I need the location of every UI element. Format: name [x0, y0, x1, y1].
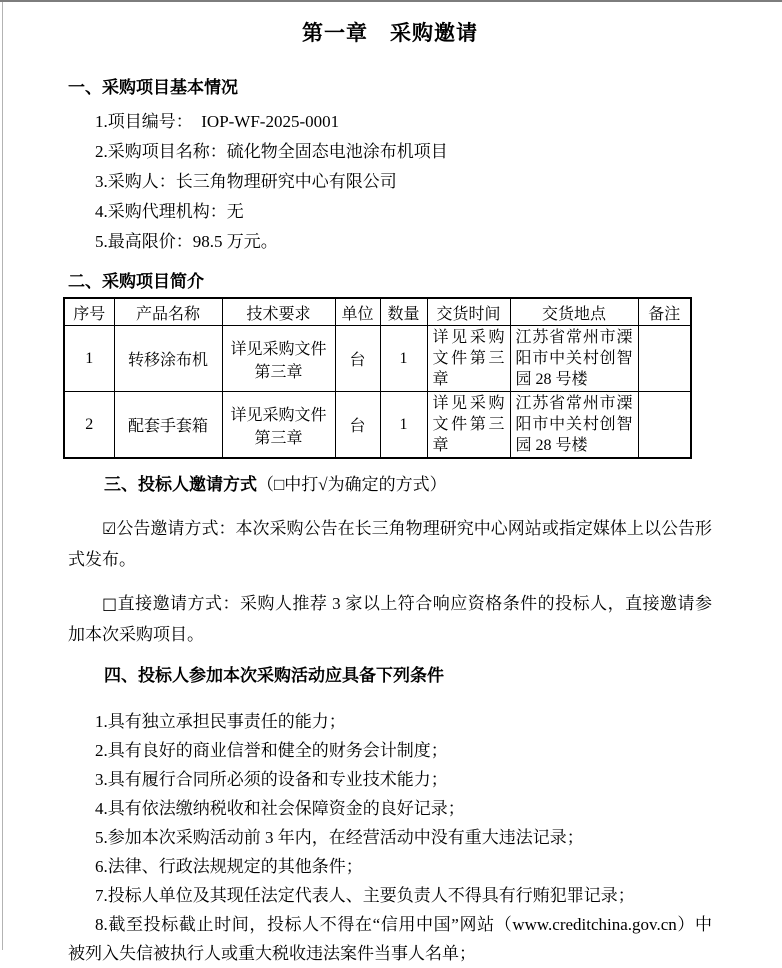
table-cell-seq: 2: [64, 392, 114, 459]
table-cell-delivery-place: 江苏省常州市溧阳市中关村创智园 28 号楼: [510, 392, 638, 459]
table-header-tech-requirements: 技术要求: [222, 298, 335, 326]
condition-item-8: 8.截至投标截止时间，投标人不得在“信用中国”网站（www.creditchina.gov.cn）中被列入失信被执行人或重大税收违法案件当事人名单；: [68, 915, 712, 963]
table-cell-tech-requirements: 详见采购文件第三章: [222, 326, 335, 392]
table-cell-remarks: [638, 392, 691, 459]
section-1-heading: 一、采购项目基本情况: [68, 78, 238, 97]
products-table: [63, 297, 692, 459]
section-1-body: [68, 107, 712, 257]
direct-invitation-option: [68, 588, 712, 650]
table-header-quantity: 数量: [380, 298, 427, 326]
table-header-product-name: 产品名称: [114, 298, 222, 326]
table-header-unit: 单位: [335, 298, 380, 326]
unchecked-checkbox-icon: □: [102, 594, 118, 613]
condition-item-7: 7.投标人单位及其现任法定代表人、主要负责人不得具有行贿犯罪记录；: [95, 886, 635, 905]
table-cell-delivery-place: 江苏省常州市溧阳市中关村创智园 28 号楼: [510, 326, 638, 392]
section-3-heading-text: 三、投标人邀请方式: [104, 475, 257, 494]
page-left-edge: [2, 2, 3, 950]
announcement-invitation-text: 公告邀请方式：本次采购公告在长三角物理研究中心网站或指定媒体上以公告形式发布。: [68, 519, 712, 569]
procurement-agency-line: 4.采购代理机构：无: [95, 202, 244, 221]
section-2-heading: 二、采购项目简介: [68, 272, 204, 291]
table-cell-tech-requirements: 详见采购文件第三章: [222, 392, 335, 459]
condition-item-2: 2.具有良好的商业信誉和健全的财务会计制度；: [95, 741, 448, 760]
table-cell-delivery-time: 详见采购文件第三章: [427, 326, 510, 392]
page-top-edge: [0, 0, 782, 2]
condition-item-5: 5.参加本次采购活动前 3 年内，在经营活动中没有重大违法记录；: [95, 828, 584, 847]
section-3-heading: [68, 472, 712, 498]
section-4-body: [68, 707, 712, 968]
table-cell-product-name: 转移涂布机: [114, 326, 222, 392]
table-cell-product-name: 配套手套箱: [114, 392, 222, 459]
table-cell-seq: 1: [64, 326, 114, 392]
max-price-line: 5.最高限价：98.5 万元。: [95, 232, 278, 251]
table-header-remarks: 备注: [638, 298, 691, 326]
project-name-line: 2.采购项目名称：硫化物全固态电池涂布机项目: [95, 142, 448, 161]
page-title: 第一章 采购邀请: [302, 21, 478, 45]
purchaser-line: 3.采购人：长三角物理研究中心有限公司: [95, 172, 397, 191]
table-cell-remarks: [638, 326, 691, 392]
checked-checkbox-icon: ☑: [102, 519, 117, 538]
section-4-heading: 四、投标人参加本次采购活动应具备下列条件: [104, 666, 444, 685]
table-row: [64, 392, 691, 459]
table-header-delivery-time: 交货时间: [427, 298, 510, 326]
table-header-delivery-place: 交货地点: [510, 298, 638, 326]
section-3-heading-note: （□中打√为确定的方式）: [257, 475, 447, 494]
condition-item-4: 4.具有依法缴纳税收和社会保障资金的良好记录；: [95, 799, 465, 818]
direct-invitation-text: 直接邀请方式：采购人推荐 3 家以上符合响应资格条件的投标人，直接邀请参加本次采购项目。: [68, 594, 713, 644]
table-cell-unit: 台: [335, 326, 380, 392]
table-header-row: [64, 298, 691, 326]
table-row: [64, 326, 691, 392]
table-header-seq: 序号: [64, 298, 114, 326]
condition-item-1: 1.具有独立承担民事责任的能力；: [95, 712, 346, 731]
announcement-invitation-option: [68, 513, 712, 575]
table-cell-delivery-time: 详见采购文件第三章: [427, 392, 510, 459]
table-cell-quantity: 1: [380, 392, 427, 459]
table-cell-quantity: 1: [380, 326, 427, 392]
project-number-line: 1.项目编号： IOP-WF-2025-0001: [95, 112, 340, 131]
condition-item-3: 3.具有履行合同所必须的设备和专业技术能力；: [95, 770, 448, 789]
table-cell-unit: 台: [335, 392, 380, 459]
condition-item-6: 6.法律、行政法规规定的其他条件；: [95, 857, 363, 876]
